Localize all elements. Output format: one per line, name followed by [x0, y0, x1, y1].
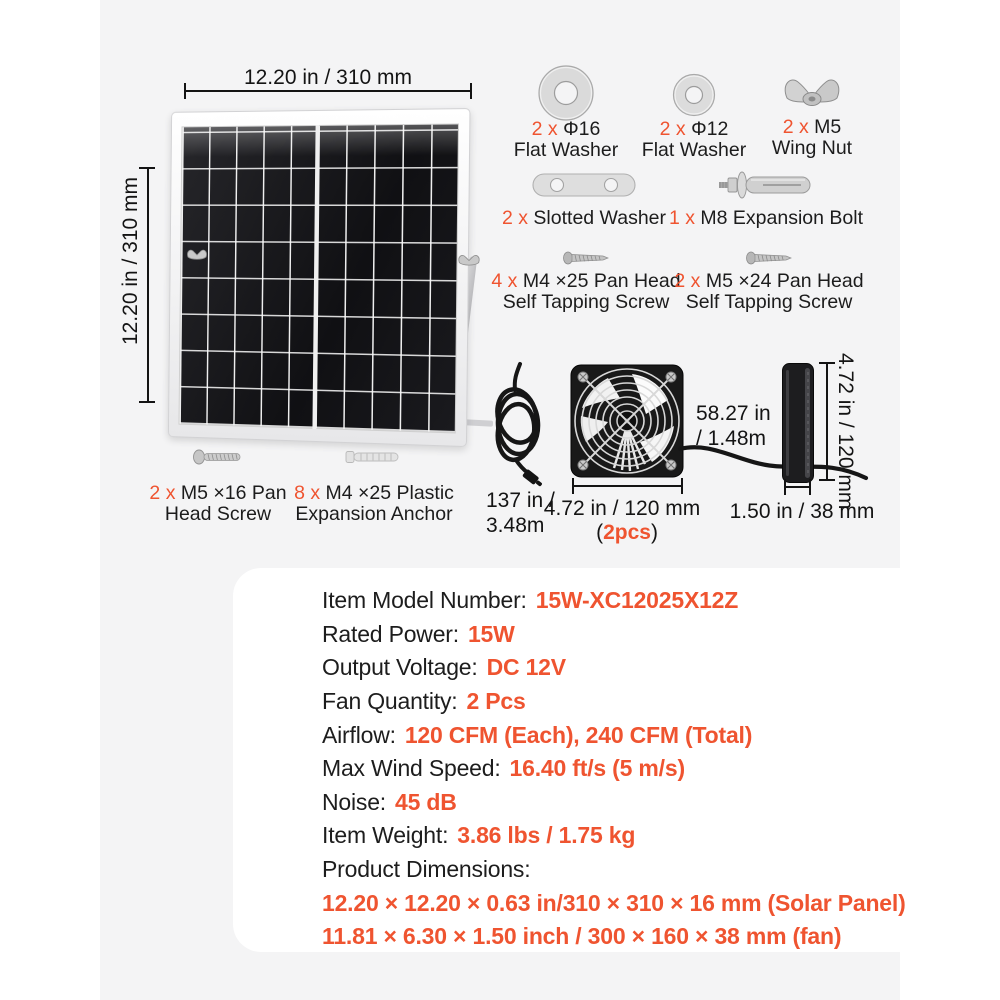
spec-row-solar-panel-dimensions: [322, 886, 966, 920]
flat-washer-16-label: [514, 119, 618, 160]
spec-row-item-weight: [322, 819, 966, 853]
fan-front-icon: [570, 364, 684, 478]
cable-length-line1: 137 in /: [486, 489, 555, 512]
width-dimension-cap-left: [184, 83, 186, 99]
fan-depth-dimension-line: [785, 486, 811, 488]
spec-value: 2 Pcs: [466, 688, 526, 715]
plastic-anchor-icon: [344, 448, 402, 466]
flat-washer-16-icon: [537, 64, 595, 122]
fan-depth-label: 1.50 in / 38 mm: [729, 500, 875, 523]
fan-qty-text: 2pcs: [603, 521, 651, 544]
slotted-washer-label: [502, 208, 666, 229]
part-name: M4 ×25 Plastic: [325, 482, 454, 504]
panel-height-label: 12.20 in / 310 mm: [119, 176, 142, 346]
spec-label: Rated Power:: [322, 620, 459, 647]
spec-label: Item Model Number:: [322, 587, 527, 614]
spec-label: Max Wind Speed:: [322, 755, 501, 782]
slotted-washer-icon: [531, 170, 637, 200]
part-name-line2: Flat Washer: [641, 138, 747, 161]
part-name-line2: Head Screw: [164, 502, 272, 525]
fan-width-label: 4.72 in / 120 mm: [543, 497, 701, 520]
fan-width-cap-left: [572, 478, 574, 494]
fan-width-dimension-line: [573, 485, 683, 487]
spec-value: 16.40 ft/s (5 m/s): [509, 755, 685, 782]
qty-text: 1 x: [668, 207, 695, 229]
spec-label: Output Voltage:: [322, 654, 478, 681]
wing-knob-left-icon: [186, 247, 208, 261]
spec-value: 45 dB: [395, 788, 457, 815]
spec-value: 15W-XC12025X12Z: [535, 587, 739, 614]
m4-tapping-screw-label: [491, 271, 680, 312]
qty-text: 2 x: [149, 482, 176, 504]
qty-text: 2 x: [782, 116, 809, 138]
part-name: Slotted Washer: [533, 207, 667, 229]
spec-row-rated-power: [322, 618, 966, 652]
part-name-line2: Wing Nut: [771, 136, 853, 159]
qty-text: 2 x: [674, 270, 701, 292]
wing-nut-label: [772, 117, 852, 158]
spec-row-product-dimensions: [322, 853, 966, 887]
width-dimension-cap-right: [470, 83, 472, 99]
fan-height-dimension-line: [826, 363, 828, 481]
part-name-line2: Flat Washer: [513, 138, 619, 161]
gray-stage: [100, 0, 906, 1000]
fan-side-icon: [781, 362, 815, 484]
spec-label: Product Dimensions:: [322, 856, 531, 883]
cable-length-line2: 3.48m: [486, 514, 545, 537]
m5-tapping-screw-label: [674, 271, 863, 312]
paren-close: ): [650, 521, 658, 544]
qty-text: 4 x: [491, 270, 518, 292]
power-cable-icon: [486, 360, 550, 490]
m5-pan-screw-icon: [193, 449, 243, 465]
part-name-line2: Expansion Anchor: [295, 502, 453, 525]
part-name: Φ16: [563, 118, 601, 140]
width-dimension-line: [185, 90, 472, 92]
part-name: Φ12: [691, 118, 729, 140]
part-name-line2: Self Tapping Screw: [685, 290, 853, 313]
spec-label: Item Weight:: [322, 822, 449, 849]
part-name: M5 ×16 Pan: [180, 482, 287, 504]
plastic-anchor-label: [294, 483, 454, 524]
flat-washer-12-label: [642, 119, 746, 160]
panel-width-label: 12.20 in / 310 mm: [243, 66, 413, 89]
height-dimension-cap-top: [139, 167, 155, 169]
expansion-bolt-icon: [717, 167, 813, 203]
part-name-line2: Self Tapping Screw: [502, 290, 670, 313]
spec-row-fan-dimensions: [322, 920, 966, 954]
fan-height-label: 4.72 in / 120 mm: [834, 353, 857, 510]
fan-depth-cap-right: [809, 479, 811, 495]
spec-value: 11.81 × 6.30 × 1.50 inch / 300 × 160 × 38 mm (fan): [322, 923, 842, 950]
spec-row-model: [322, 584, 966, 618]
spec-value: 120 CFM (Each), 240 CFM (Total): [404, 721, 753, 748]
spec-value: DC 12V: [486, 654, 566, 681]
part-name: M5: [814, 116, 842, 138]
spec-row-output-voltage: [322, 651, 966, 685]
spec-label: Fan Quantity:: [322, 688, 458, 715]
spec-row-noise: [322, 786, 966, 820]
wire-length-label: [696, 401, 771, 451]
flat-washer-12-icon: [672, 73, 716, 117]
wing-knob-right-icon: [457, 252, 481, 267]
spec-label: Airflow:: [322, 721, 396, 748]
spec-value: 3.86 lbs / 1.75 kg: [457, 822, 636, 849]
spec-row-max-wind-speed: [322, 752, 966, 786]
m5-pan-screw-label: [149, 483, 286, 524]
spec-row-fan-quantity: [322, 685, 966, 719]
qty-text: 2 x: [531, 118, 558, 140]
spec-value: 12.20 × 12.20 × 0.63 in/310 × 310 × 16 mm (Solar Panel): [322, 889, 906, 916]
part-name: M8 Expansion Bolt: [700, 207, 864, 229]
wire-length-line1: 58.27 in: [696, 402, 771, 425]
spec-label: Noise:: [322, 788, 386, 815]
expansion-bolt-label: [669, 208, 863, 229]
m4-tapping-screw-icon: [563, 251, 609, 265]
height-dimension-cap-bottom: [139, 401, 155, 403]
wing-nut-icon: [781, 72, 843, 112]
spec-row-airflow: [322, 718, 966, 752]
qty-text: 2 x: [659, 118, 686, 140]
wire-length-line2: / 1.48m: [696, 427, 767, 450]
part-name: M4 ×25 Pan Head: [522, 270, 681, 292]
qty-text: 8 x: [294, 482, 321, 504]
qty-text: 2 x: [501, 207, 528, 229]
spec-value: 15W: [467, 620, 515, 647]
height-dimension-line: [147, 168, 149, 402]
spec-panel: [233, 568, 966, 952]
part-name: M5 ×24 Pan Head: [705, 270, 864, 292]
solar-panel-illustration: [168, 108, 471, 447]
fan-quantity-note: [596, 521, 658, 545]
fan-depth-cap-left: [784, 479, 786, 495]
paren-open: (: [596, 521, 604, 544]
m5-tapping-screw-icon: [746, 251, 792, 265]
